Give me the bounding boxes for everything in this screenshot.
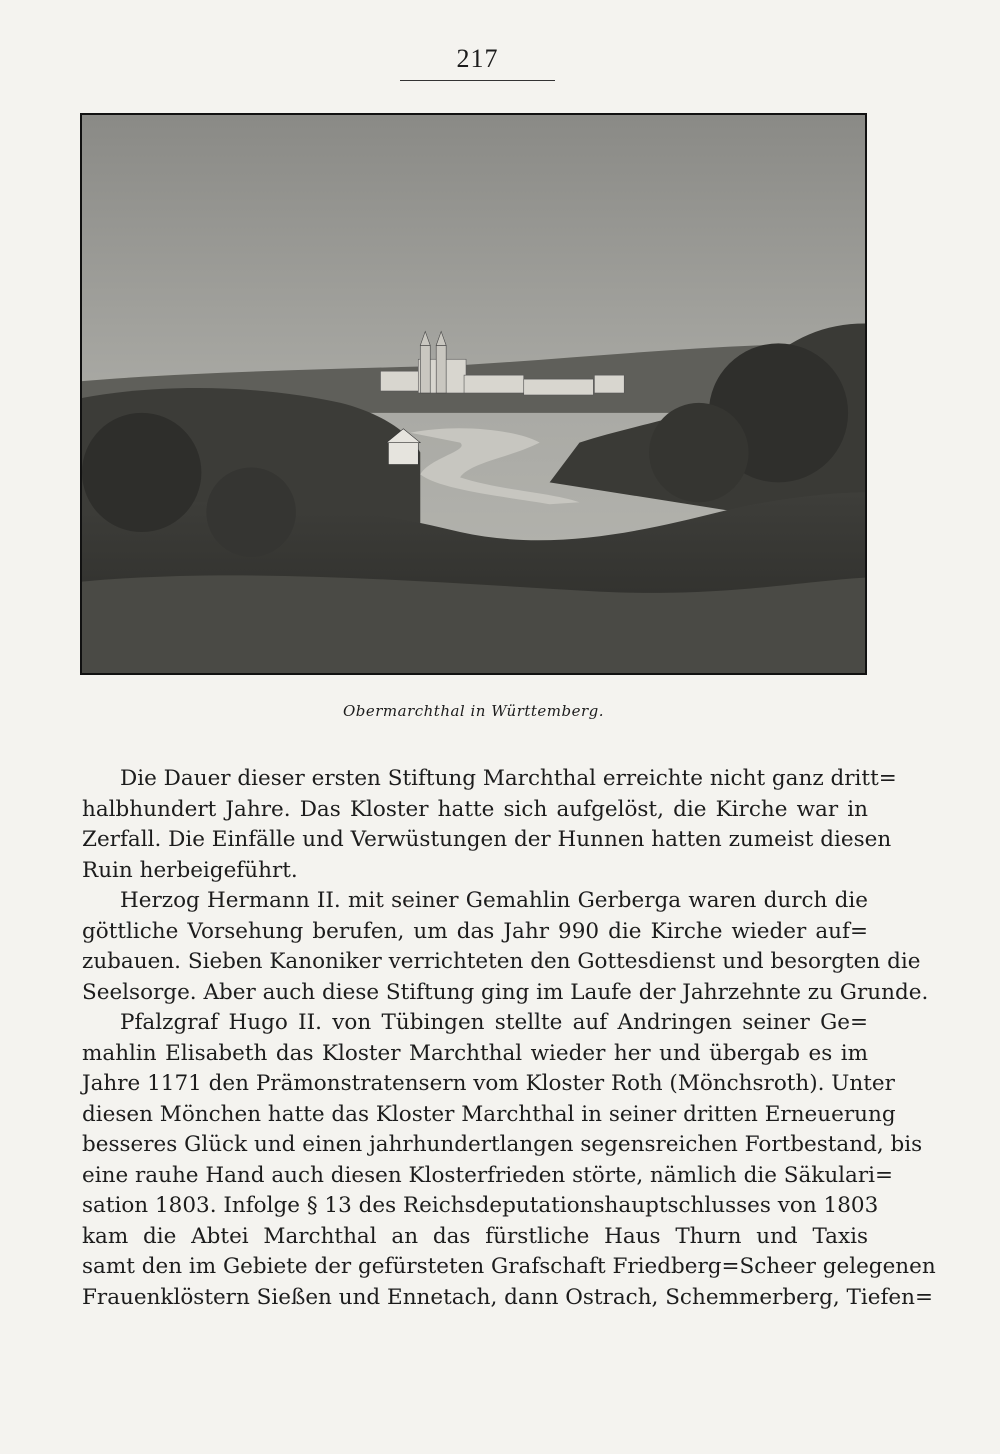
text-line: halbhundert Jahre. Das Kloster hatte sich aufgelöst, die Kirche war in <box>82 796 868 822</box>
text-line: Zerfall. Die Einfälle und Verwüstungen der Hunnen hatten zumeist diesen <box>82 827 892 852</box>
body-text <box>82 764 936 1313</box>
landscape-photo-icon <box>82 115 865 673</box>
header-rule <box>400 80 555 81</box>
landscape-photo <box>80 113 867 675</box>
text-line: Seelsorge. Aber auch diese Stiftung ging im Laufe der Jahrzehnte zu Grunde. <box>82 979 929 1005</box>
paragraph-3 <box>82 1008 936 1313</box>
text-line: Frauenklöstern Sießen und Ennetach, dann Ostrach, Schemmerberg, Tiefen= <box>82 1284 934 1310</box>
text-line: eine rauhe Hand auch diesen Klosterfrieden störte, nämlich die Säkulari= <box>82 1162 894 1188</box>
text-line: Pfalzgraf Hugo II. von Tübingen stellte auf Andringen seiner Ge= <box>120 1010 868 1035</box>
text-line: samt den im Gebiete der gefürsteten Grafschaft Friedberg=Scheer gelegenen <box>82 1254 936 1279</box>
text-line: sation 1803. Infolge § 13 des Reichsdeputationshauptschlusses von 1803 <box>82 1193 879 1218</box>
text-line: besseres Glück und einen jahrhundertlangen segensreichen Fortbestand, bis <box>82 1132 923 1157</box>
page-number: 217 <box>456 44 499 73</box>
text-line: Jahre 1171 den Prämonstratensern vom Kloster Roth (Mönchsroth). Unter <box>82 1071 895 1096</box>
paragraph-1 <box>82 764 897 886</box>
text-line: Herzog Hermann II. mit seiner Gemahlin Gerberga waren durch die <box>120 888 868 913</box>
photo-caption: Obermarchthal in Württemberg. <box>342 702 605 720</box>
text-line: Die Dauer dieser ersten Stiftung Marchthal erreichte nicht ganz dritt= <box>120 766 897 791</box>
text-line: diesen Mönchen hatte das Kloster Marchthal in seiner dritten Erneuerung <box>82 1101 896 1127</box>
text-line: göttliche Vorsehung berufen, um das Jahr 990 die Kirche wieder auf= <box>82 918 868 944</box>
text-line: zubauen. Sieben Kanoniker verrichteten den Gottesdienst und besorgten die <box>82 949 921 974</box>
text-line: mahlin Elisabeth das Kloster Marchthal wieder her und übergab es im <box>82 1040 868 1066</box>
paragraph-2 <box>82 886 929 1008</box>
text-line: Ruin herbeigeführt. <box>82 857 298 883</box>
text-line: kam die Abtei Marchthal an das fürstliche Haus Thurn und Taxis <box>82 1223 868 1249</box>
